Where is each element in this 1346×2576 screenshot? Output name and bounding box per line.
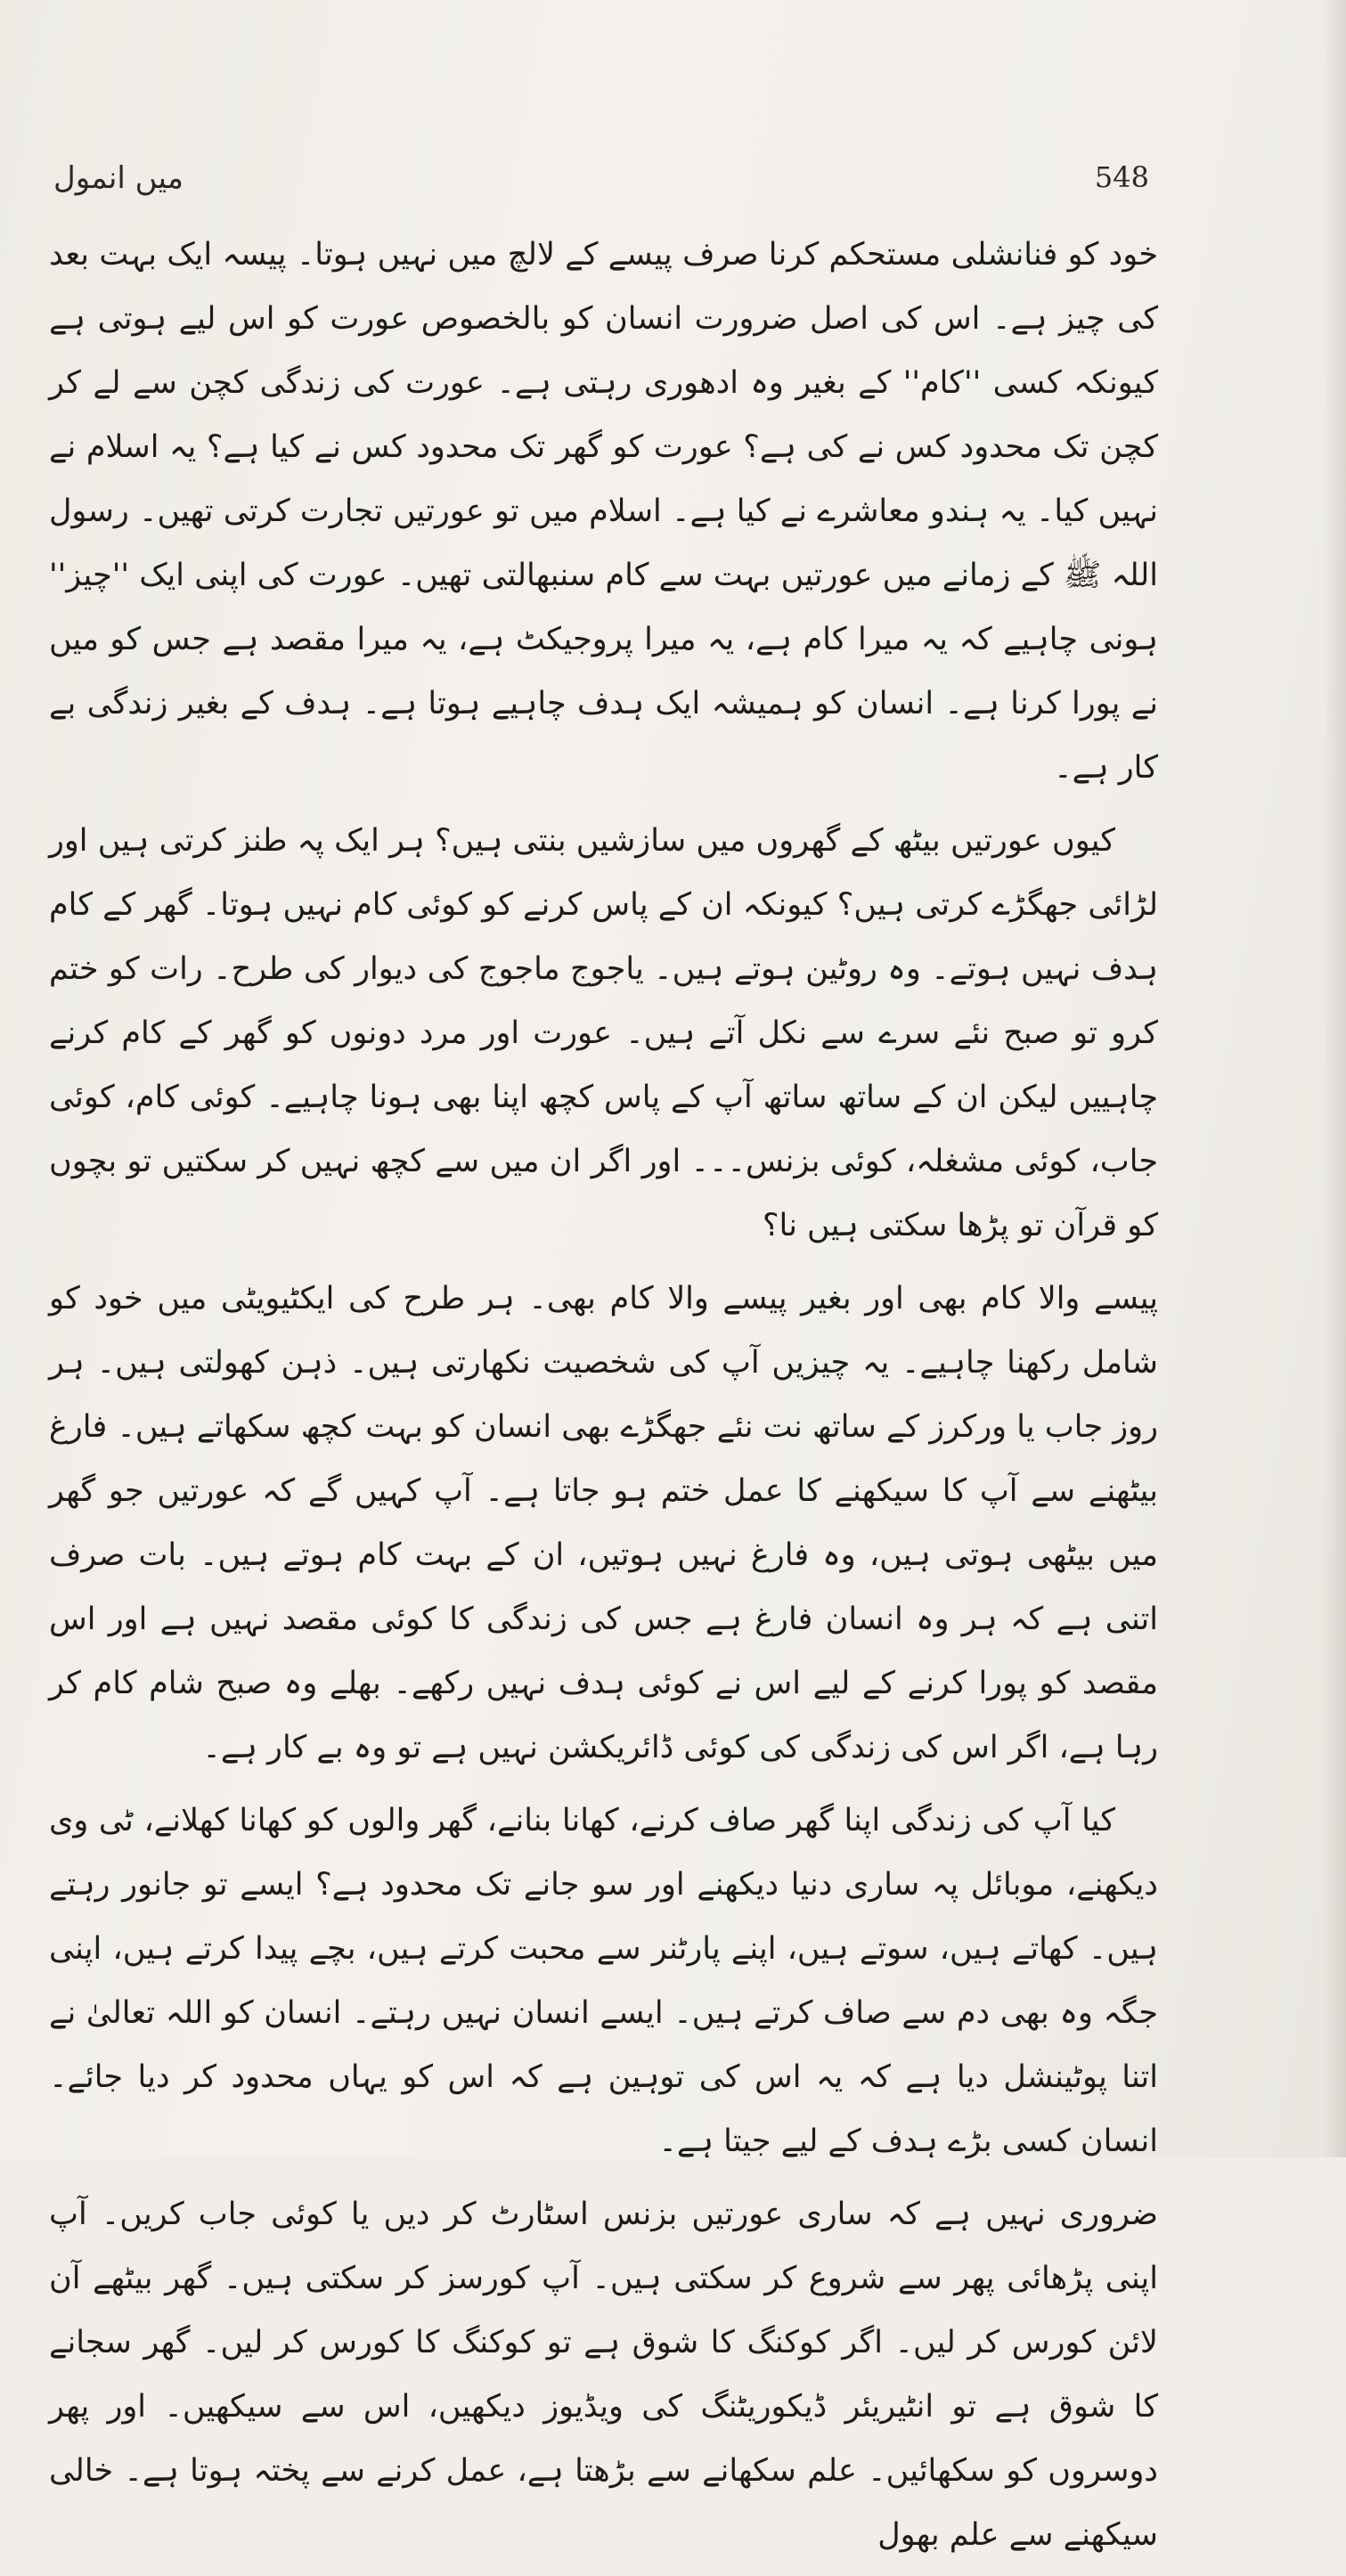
- book-title: میں انمول: [53, 160, 184, 196]
- paragraph-3: پیسے والا کام بھی اور بغیر پیسے والا کام بھی۔ ہر طرح کی ایکٹیویٹی میں خود کو شامل رکھنا چاہیے۔ یہ چیزیں آپ کی شخصیت نکھارتی ہیں۔ ذہن کھولتی ہیں۔ ہر روز جاب یا ورکرز کے ساتھ نت نئے جھگڑے بھی انسان کو بہت کچھ سکھاتے ہیں۔ فارغ بیٹھنے سے آپ کا سیکھنے کا عمل ختم ہو جاتا ہے۔ آپ کہیں گے کہ عورتیں جو گھر میں بیٹھی ہوتی ہیں، وہ فارغ نہیں ہوتیں، ان کے بہت کام ہوتے ہیں۔ بات صرف اتنی ہے کہ ہر وہ انسان فارغ ہے جس کی زندگی کا کوئی مقصد نہیں ہے اور اس مقصد کو پورا کرنے کے لیے اس نے کوئی ہدف نہیں رکھے۔ بھلے وہ صبح شام کام کر رہا ہے، اگر اس کی زندگی کی کوئی ڈائریکشن نہیں ہے تو وہ بے کار ہے۔: [49, 1281, 1158, 1765]
- paragraph-1: خود کو فنانشلی مستحکم کرنا صرف پیسے کے لالچ میں نہیں ہوتا۔ پیسہ ایک بہت بعد کی چیز ہے۔ اس کی اصل ضرورت انسان کو بالخصوص عورت کو اس لیے ہوتی ہے کیونکہ کسی ''کام'' کے بغیر وہ ادھوری رہتی ہے۔ عورت کی زندگی کچن سے لے کر کچن تک محدود کس نے کی ہے؟ عورت کو گھر تک محدود کس نے کیا ہے؟ یہ اسلام نے نہیں کیا۔ یہ ہندو معاشرے نے کیا ہے۔ اسلام میں تو عورتیں تجارت کرتی تھیں۔ رسول اللہ ﷺ کے زمانے میں عورتیں بہت سے کام سنبھالتی تھیں۔ عورت کی اپنی ایک ''چیز'' ہونی چاہیے کہ یہ میرا کام ہے، یہ میرا پروجیکٹ ہے، یہ میرا مقصد ہے جس کو میں نے پورا کرنا ہے۔ انسان کو ہمیشہ ایک ہدف چاہیے ہوتا ہے۔ ہدف کے بغیر زندگی بے کار ہے۔: [49, 237, 1158, 786]
- page-number: 548: [1094, 160, 1149, 194]
- paragraph-2: کیوں عورتیں بیٹھ کے گھروں میں سازشیں بنتی ہیں؟ ہر ایک پہ طنز کرتی ہیں اور لڑائی جھگڑے کرتی ہیں؟ کیونکہ ان کے پاس کرنے کو کوئی کام نہیں ہوتا۔ گھر کے کام ہدف نہیں ہوتے۔ وہ روٹین ہوتے ہیں۔ یاجوج ماجوج کی دیوار کی طرح۔ رات کو ختم کرو تو صبح نئے سرے سے نکل آتے ہیں۔ عورت اور مرد دونوں کو گھر کے کام کرنے چاہییں لیکن ان کے ساتھ ساتھ آپ کے پاس کچھ اپنا بھی ہونا چاہیے۔ کوئی کام، کوئی جاب، کوئی مشغلہ، کوئی بزنس۔۔۔ اور اگر ان میں سے کچھ نہیں کر سکتیں تو بچوں کو قرآن تو پڑھا سکتی ہیں نا؟: [49, 823, 1158, 1243]
- paragraph-4: کیا آپ کی زندگی اپنا گھر صاف کرنے، کھانا بنانے، گھر والوں کو کھانا کھلانے، ٹی وی دیکھنے، موبائل پہ ساری دنیا دیکھنے اور سو جانے تک محدود ہے؟ ایسے تو جانور رہتے ہیں۔ کھاتے ہیں، سوتے ہیں، اپنے پارٹنر سے محبت کرتے ہیں، بچے پیدا کرتے ہیں، اپنی جگہ وہ بھی دم سے صاف کرتے ہیں۔ ایسے انسان نہیں رہتے۔ انسان کو اللہ تعالیٰ نے اتنا پوٹینشل دیا ہے کہ یہ اس کی توہین ہے کہ اس کو یہاں محدود کر دیا جائے۔ انسان کسی بڑے ہدف کے لیے جیتا ہے۔: [49, 1803, 1158, 2159]
- page-edge-shadow: [1323, 0, 1346, 2157]
- page-body: [49, 223, 1158, 2576]
- paragraph-5: ضروری نہیں ہے کہ ساری عورتیں بزنس اسٹارٹ کر دیں یا کوئی جاب کریں۔ آپ اپنی پڑھائی پھر سے شروع کر سکتی ہیں۔ آپ کورسز کر سکتی ہیں۔ گھر بیٹھے آن لائن کورس کر لیں۔ اگر کوکنگ کا شوق ہے تو کوکنگ کا کورس کر لیں۔ گھر سجانے کا شوق ہے تو انٹیریئر ڈیکوریٹنگ کی ویڈیوز دیکھیں، اس سے سیکھیں۔ اور پھر دوسروں کو سکھائیں۔ علم سکھانے سے بڑھتا ہے، عمل کرنے سے پختہ ہوتا ہے۔ خالی سیکھنے سے علم بھول: [49, 2197, 1158, 2553]
- page-header: [53, 160, 1149, 205]
